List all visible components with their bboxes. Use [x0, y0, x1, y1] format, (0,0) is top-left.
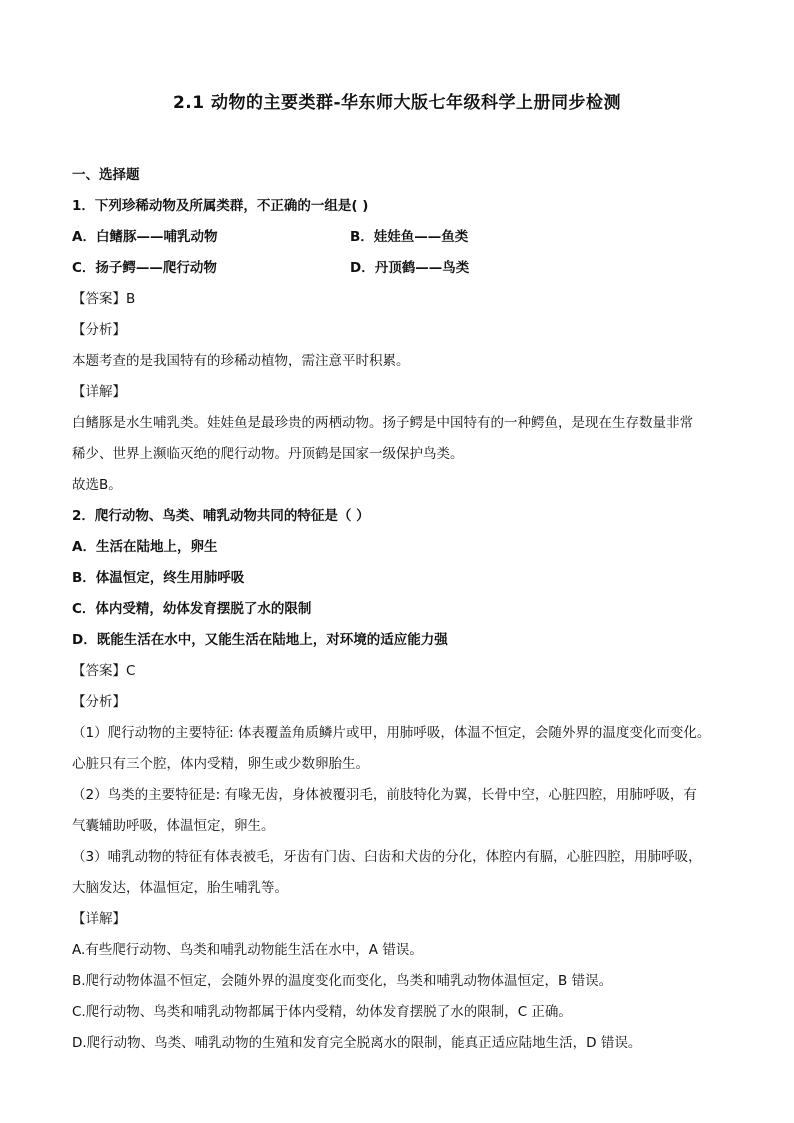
q1-detail-line-2: 稀少、世界上濒临灭绝的爬行动物。丹顶鹤是国家一级保护鸟类。 — [72, 446, 464, 462]
q1-analysis-text: 本题考查的是我国特有的珍稀动植物，需注意平时积累。 — [72, 353, 410, 369]
q2-option-d: D．既能生活在水中，又能生活在陆地上，对环境的适应能力强 — [72, 632, 448, 648]
q1-choice: 故选B。 — [72, 477, 122, 493]
q1-options-row-1 — [72, 222, 728, 253]
q2-analysis-2-line-2: 气囊辅助呼吸，体温恒定，卵生。 — [72, 818, 275, 834]
q2-option-c: C．体内受精，幼体发育摆脱了水的限制 — [72, 601, 312, 617]
q1-detail-label: 【详解】 — [72, 384, 126, 400]
q2-option-a: A．生活在陆地上，卵生 — [72, 539, 218, 555]
q2-analysis-3-line-1: （3）哺乳动物的特征有体表被毛，牙齿有门齿、臼齿和犬齿的分化，体腔内有膈，心脏四腔，用肺呼吸， — [72, 849, 702, 865]
q2-analysis-label: 【分析】 — [72, 694, 126, 710]
q2-stem: 2．爬行动物、鸟类、哺乳动物共同的特征是（ ） — [72, 508, 370, 524]
q2-detail-c: C.爬行动物、鸟类和哺乳动物都属于体内受精，幼体发育摆脱了水的限制，C 正确。 — [72, 1004, 572, 1020]
q1-option-c: C．扬子鳄——爬行动物 — [72, 260, 217, 276]
q2-answer: 【答案】C — [72, 663, 136, 679]
q1-detail-line-1: 白鳍豚是水生哺乳类。娃娃鱼是最珍贵的两栖动物。扬子鳄是中国特有的一种鳄鱼，是现在生存数量非常 — [72, 415, 693, 431]
q2-analysis-3-line-2: 大脑发达，体温恒定，胎生哺乳等。 — [72, 880, 288, 896]
q1-stem: 1．下列珍稀动物及所属类群，不正确的一组是( ) — [72, 198, 369, 214]
section-heading: 一、选择题 — [72, 167, 140, 183]
q2-analysis-2-line-1: （2）鸟类的主要特征是: 有喙无齿，身体被覆羽毛，前肢特化为翼，长骨中空，心脏四腔，用肺呼吸，有 — [72, 787, 697, 803]
q2-detail-label: 【详解】 — [72, 911, 126, 927]
q2-analysis-1-line-2: 心脏只有三个腔，体内受精，卵生或少数卵胎生。 — [72, 756, 369, 772]
q1-options-row-2 — [72, 253, 728, 284]
document-title: 2.1 动物的主要类群-华东师大版七年级科学上册同步检测 — [172, 93, 622, 113]
q2-analysis-1-line-1: （1）爬行动物的主要特征: 体表覆盖角质鳞片或甲，用肺呼吸，体温不恒定，会随外界的温度变化而变化。 — [72, 725, 711, 741]
q2-detail-d: D.爬行动物、鸟类、哺乳动物的生殖和发育完全脱离水的限制，能真正适应陆地生活，D 错误。 — [72, 1035, 642, 1051]
q1-answer: 【答案】B — [72, 291, 136, 307]
q1-option-b: B．娃娃鱼——鱼类 — [350, 229, 469, 245]
document-body — [72, 160, 728, 1059]
q2-detail-b: B.爬行动物体温不恒定，会随外界的温度变化而变化，鸟类和哺乳动物体温恒定，B 错误。 — [72, 973, 613, 989]
q1-option-a: A．白鳍豚——哺乳动物 — [72, 229, 218, 245]
q1-analysis-label: 【分析】 — [72, 322, 126, 338]
q2-detail-a: A.有些爬行动物、鸟类和哺乳动物能生活在水中，A 错误。 — [72, 942, 423, 958]
q1-option-d: D．丹顶鹤——鸟类 — [350, 260, 470, 276]
q2-option-b: B．体温恒定，终生用肺呼吸 — [72, 570, 245, 586]
